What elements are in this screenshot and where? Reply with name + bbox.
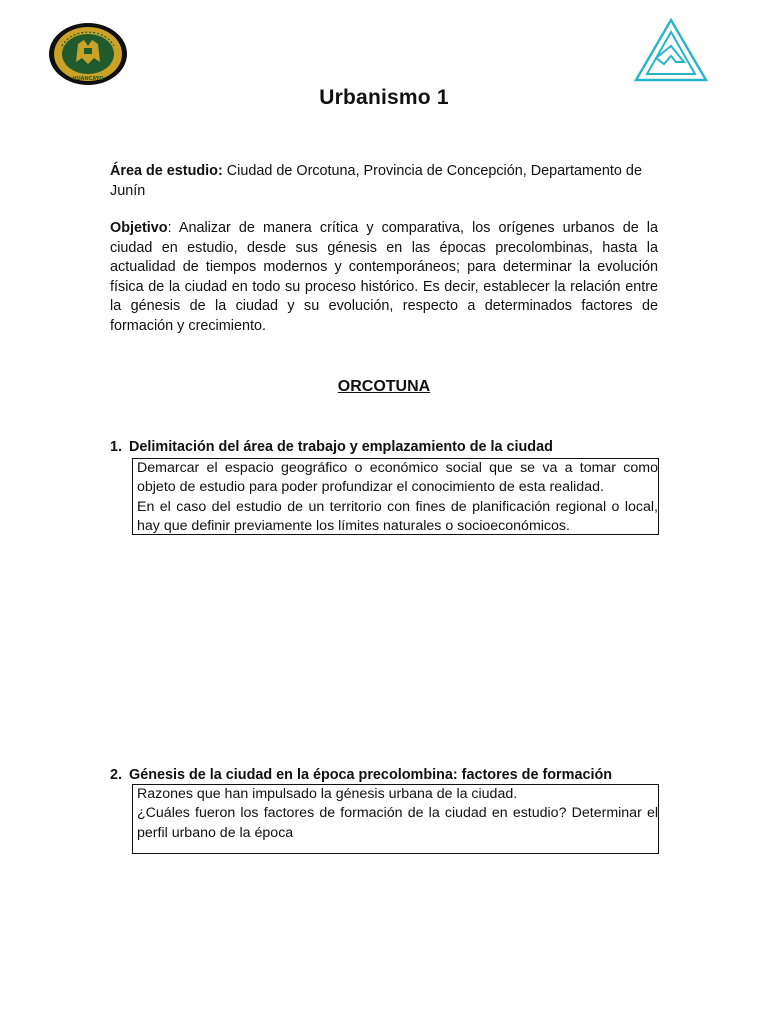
section-1-title: Delimitación del área de trabajo y emplazamiento de la ciudad [129,439,553,455]
page-title: Urbanismo 1 [319,86,449,109]
area-estudio-label: Área de estudio: [110,163,223,179]
section-2-box-line: Razones que han impulsado la génesis urbana de la ciudad. [137,786,518,802]
section-2-title: Génesis de la ciudad en la época precolombina: factores de formación [129,767,613,783]
section-subtitle: ORCOTUNA [337,378,431,395]
seal-bottom-text: HUANCAYO [72,76,104,82]
area-estudio-paragraph [110,162,658,201]
university-seal-icon [48,22,128,86]
section-1-box [132,458,659,535]
section-2-box-line: ¿Cuáles fueron los factores de formación de la ciudad en estudio? Determinar el perfil urbano de la época [137,805,658,841]
section-1-box-line: En el caso del estudio de un territorio con fines de planificación regional o local, hay que definir previamente los límites naturales o socioeconómicos. [137,498,658,535]
objetivo-paragraph [110,219,658,337]
section-1-heading [110,438,670,456]
objetivo-label: Objetivo [110,220,168,236]
section-2-heading [110,766,670,784]
area-estudio-text: Ciudad de Orcotuna, Provincia de Concepción, Departamento de Junín [110,163,642,199]
section-2-box [132,784,659,854]
section-2-number: 2. [110,767,123,783]
section-1-number: 1. [110,439,123,455]
objetivo-text: : Analizar de manera crítica y comparativa, los orígenes urbanos de la ciudad en estudio, desde sus génesis en las épocas precolombinas, hasta la actualidad de tiempos modernos y contemporáneos; para determinar la evolución física de la ciudad en todo su proceso histórico. Es decir, establecer la relación entre la génesis de la ciudad y su evolución, respecto a determinados factores de formación y crecimiento. [110,220,658,334]
triangle-emblem-icon [632,16,710,86]
section-1-box-line: Demarcar el espacio geográfico o económico social que se va a tomar como objeto de estudio para poder profundizar el conocimiento de esta realidad. [137,460,658,496]
